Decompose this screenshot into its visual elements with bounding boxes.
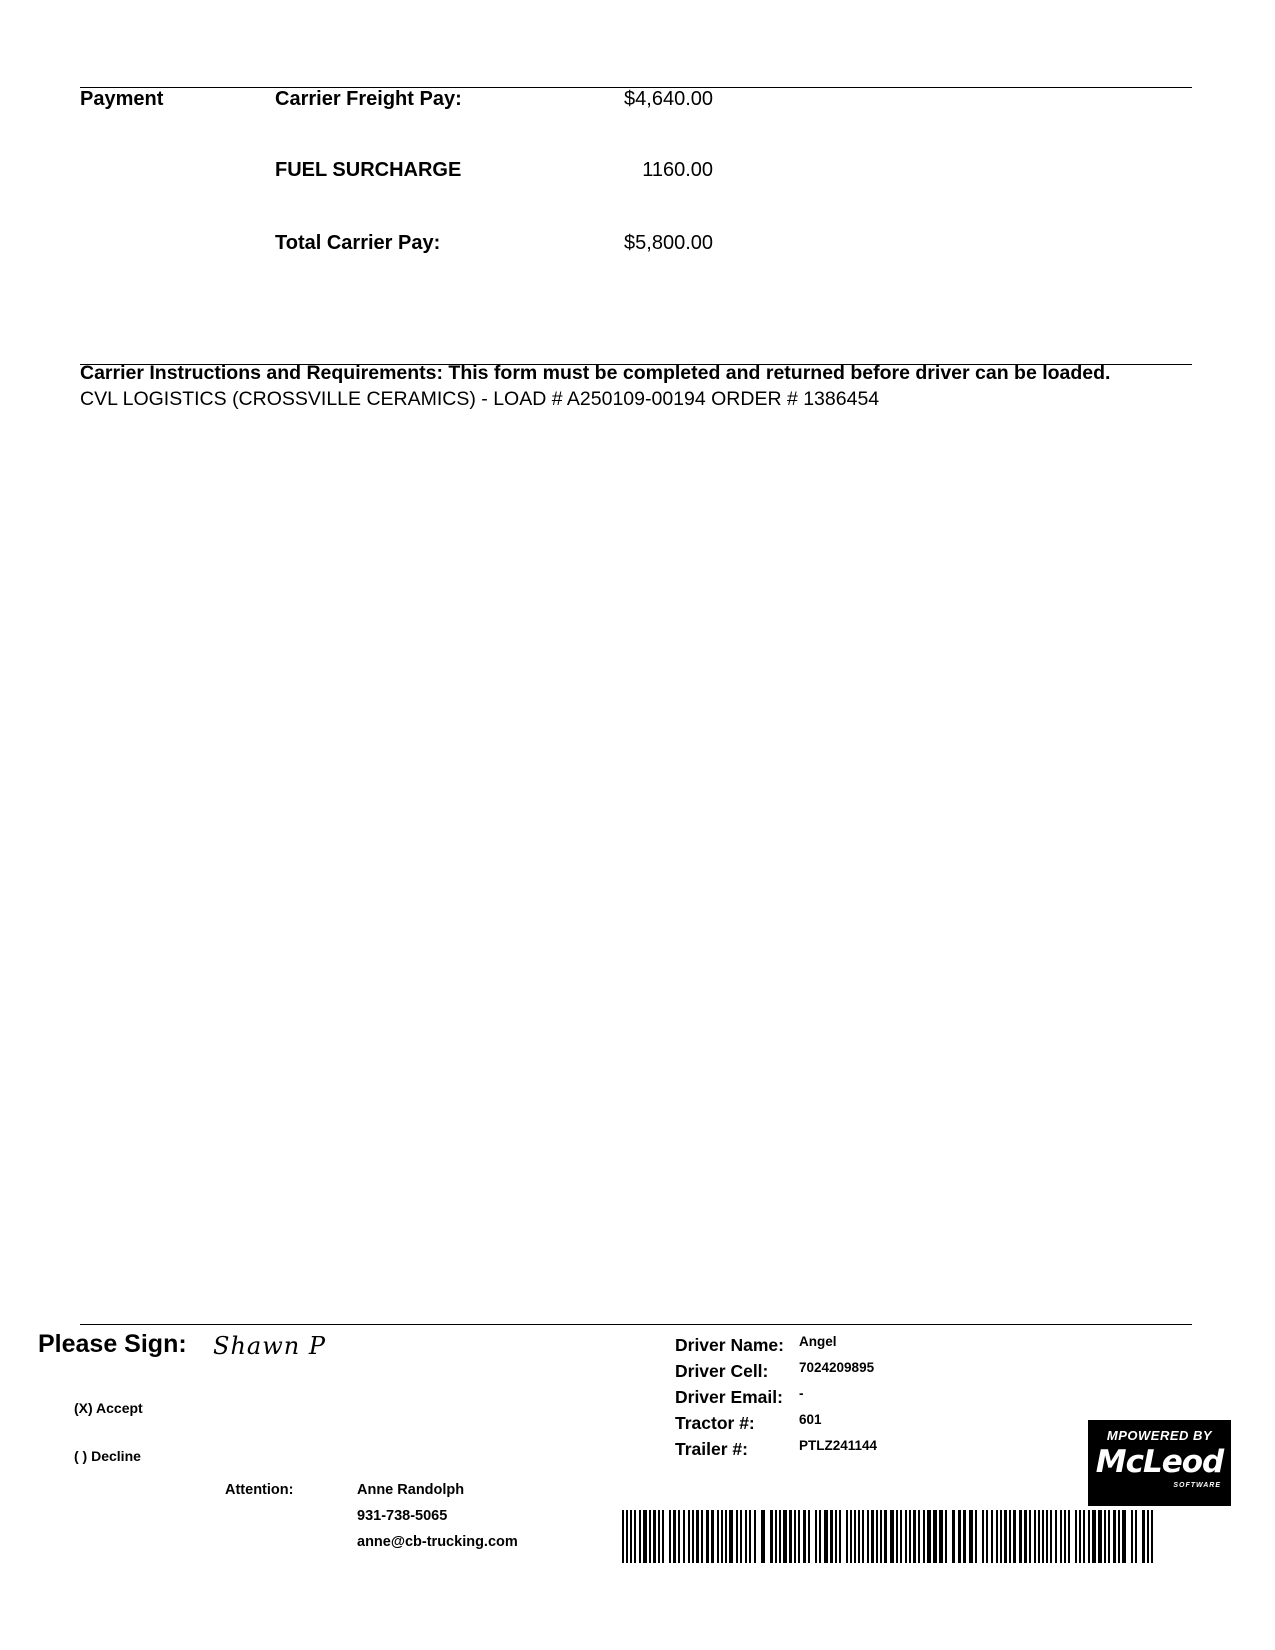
barcode-bar [890, 1510, 894, 1563]
barcode-bar [1024, 1510, 1027, 1563]
barcode-bar [1088, 1510, 1090, 1563]
barcode-bar [761, 1510, 765, 1563]
signature-top-rule [80, 1324, 1192, 1325]
barcode-bar [880, 1510, 882, 1563]
barcode-bar [862, 1510, 864, 1563]
fuel-surcharge-label: FUEL SURCHARGE [275, 159, 462, 181]
barcode-bar [626, 1510, 628, 1563]
barcode-bar [824, 1510, 828, 1563]
barcode-bar [876, 1510, 878, 1563]
accept-option[interactable]: (X) Accept [74, 1400, 143, 1416]
barcode-bar [1075, 1510, 1077, 1563]
attention-phone: 931-738-5065 [357, 1508, 448, 1524]
barcode-bar [918, 1510, 920, 1563]
barcode-bar [711, 1510, 714, 1563]
barcode-bar [1034, 1510, 1036, 1563]
barcode-bar [913, 1510, 916, 1563]
barcode-bar [986, 1510, 988, 1563]
barcode-bar [846, 1510, 848, 1563]
driver-name-label: Driver Name: [675, 1335, 784, 1355]
barcode-bar [1009, 1510, 1011, 1563]
barcode-bar [1064, 1510, 1066, 1563]
barcode-bar [794, 1510, 796, 1563]
barcode-bar [1000, 1510, 1002, 1563]
barcode-bar [1050, 1510, 1052, 1563]
barcode-bar [701, 1510, 703, 1563]
barcode-bar [803, 1510, 806, 1563]
decline-option[interactable]: ( ) Decline [74, 1448, 141, 1464]
barcode-bar [622, 1510, 624, 1563]
barcode-bar [721, 1510, 723, 1563]
barcode-bar [1098, 1510, 1102, 1563]
barcode-bar [673, 1510, 676, 1563]
barcode-bar [745, 1510, 747, 1563]
barcode-bar [688, 1510, 690, 1563]
barcode-icon [622, 1510, 1156, 1563]
trailer-label: Trailer #: [675, 1439, 748, 1459]
barcode-bar [779, 1510, 781, 1563]
carrier-freight-pay-label: Carrier Freight Pay: [275, 88, 462, 110]
barcode-bar [798, 1510, 800, 1563]
barcode-bar [1122, 1510, 1126, 1563]
barcode-bar [706, 1510, 709, 1563]
barcode-bar [923, 1510, 925, 1563]
driver-email-value: - [799, 1386, 804, 1401]
barcode-bar [996, 1510, 998, 1563]
barcode-bar [850, 1510, 852, 1563]
barcode-bar [649, 1510, 651, 1563]
driver-cell-value: 7024209895 [799, 1360, 875, 1375]
barcode-bar [835, 1510, 837, 1563]
tractor-value: 601 [799, 1412, 822, 1427]
attention-label: Attention: [225, 1482, 294, 1498]
barcode-bar [1019, 1510, 1022, 1563]
barcode-bar [1055, 1510, 1057, 1563]
driver-name-value: Angel [799, 1334, 837, 1349]
barcode-bar [775, 1510, 777, 1563]
barcode-bar [808, 1510, 810, 1563]
barcode-bar [896, 1510, 898, 1563]
barcode-bar [630, 1510, 632, 1563]
barcode-bar [958, 1510, 961, 1563]
barcode-bar [963, 1510, 966, 1563]
barcode-bar [909, 1510, 911, 1563]
trailer-value: PTLZ241144 [799, 1438, 878, 1453]
barcode-bar [1038, 1510, 1040, 1563]
barcode-bar [696, 1510, 699, 1563]
barcode-bar [1113, 1510, 1116, 1563]
carrier-freight-pay-value: $4,640.00 [624, 88, 713, 110]
barcode-bar [1142, 1510, 1145, 1563]
barcode-bar [830, 1510, 833, 1563]
barcode-bar [658, 1510, 660, 1563]
barcode-bar [683, 1510, 685, 1563]
barcode-bar [729, 1510, 733, 1563]
barcode-bar [692, 1510, 694, 1563]
barcode-bar [1151, 1510, 1153, 1563]
logo-sub: SOFTWARE [1173, 1482, 1221, 1489]
barcode-bar [725, 1510, 727, 1563]
fuel-surcharge-value: 1160.00 [642, 159, 713, 181]
barcode-bar [1147, 1510, 1149, 1563]
driver-cell-label: Driver Cell: [675, 1361, 769, 1381]
barcode-bar [643, 1510, 647, 1563]
barcode-bar [717, 1510, 719, 1563]
barcode-bar [736, 1510, 738, 1563]
barcode-bar [884, 1510, 887, 1563]
barcode-bar [789, 1510, 792, 1563]
barcode-bar [1131, 1510, 1133, 1563]
barcode-bar [669, 1510, 671, 1563]
logo-name: McLeod [1095, 1444, 1224, 1480]
barcode-bar [1108, 1510, 1110, 1563]
barcode-bar [783, 1510, 787, 1563]
barcode-bar [662, 1510, 664, 1563]
payment-section-label: Payment [80, 88, 164, 110]
barcode-bar [1118, 1510, 1120, 1563]
barcode-bar [1060, 1510, 1062, 1563]
barcode-bar [1004, 1510, 1007, 1563]
barcode-bar [1135, 1510, 1137, 1563]
barcode-bar [927, 1510, 931, 1563]
barcode-bar [815, 1510, 817, 1563]
barcode-bar [939, 1510, 943, 1563]
barcode-bar [933, 1510, 937, 1563]
barcode-bar [871, 1510, 874, 1563]
barcode-bar [1092, 1510, 1096, 1563]
barcode-bar [1079, 1510, 1081, 1563]
instructions-body: CVL LOGISTICS (CROSSVILLE CERAMICS) - LOAD # A250109-00194 ORDER # 1386454 [80, 388, 880, 410]
attention-name: Anne Randolph [357, 1482, 465, 1498]
attention-email: anne@cb-trucking.com [357, 1534, 518, 1550]
barcode-bar [1013, 1510, 1016, 1563]
total-carrier-pay-label: Total Carrier Pay: [275, 232, 441, 254]
barcode-bar [867, 1510, 869, 1563]
barcode-bar [854, 1510, 856, 1563]
barcode-bar [639, 1510, 641, 1563]
barcode-bar [1046, 1510, 1048, 1563]
barcode-bar [969, 1510, 973, 1563]
barcode-bar [982, 1510, 984, 1563]
barcode-bar [1029, 1510, 1031, 1563]
barcode-bar [1068, 1510, 1070, 1563]
barcode-bar [945, 1510, 947, 1563]
total-carrier-pay-value: $5,800.00 [624, 232, 713, 254]
barcode-bar [749, 1510, 751, 1563]
please-sign-title: Please Sign: [38, 1330, 187, 1358]
barcode-bar [740, 1510, 742, 1563]
barcode-bar [770, 1510, 773, 1563]
logo-top-text: MPOWERED BY [1106, 1428, 1213, 1443]
barcode-bar [634, 1510, 636, 1563]
barcode-bar [1104, 1510, 1106, 1563]
barcode-bar [1042, 1510, 1044, 1563]
barcode-bar [952, 1510, 955, 1563]
barcode-bar [819, 1510, 821, 1563]
barcode-bar [754, 1510, 756, 1563]
barcode-bar [975, 1510, 977, 1563]
mcleod-logo [1088, 1420, 1231, 1506]
signature-handwritten[interactable]: Shawn P [213, 1332, 326, 1360]
barcode-bar [905, 1510, 907, 1563]
barcode-bar [839, 1510, 841, 1563]
barcode-bar [653, 1510, 656, 1563]
barcode-bar [900, 1510, 902, 1563]
barcode-bar [858, 1510, 860, 1563]
barcode-bar [1083, 1510, 1085, 1563]
barcode-bar [991, 1510, 993, 1563]
tractor-label: Tractor #: [675, 1413, 755, 1433]
barcode-bar [678, 1510, 680, 1563]
driver-email-label: Driver Email: [675, 1387, 783, 1407]
instructions-heading: Carrier Instructions and Requirements: This form must be completed and returned before driver can be loaded. [80, 362, 1111, 384]
